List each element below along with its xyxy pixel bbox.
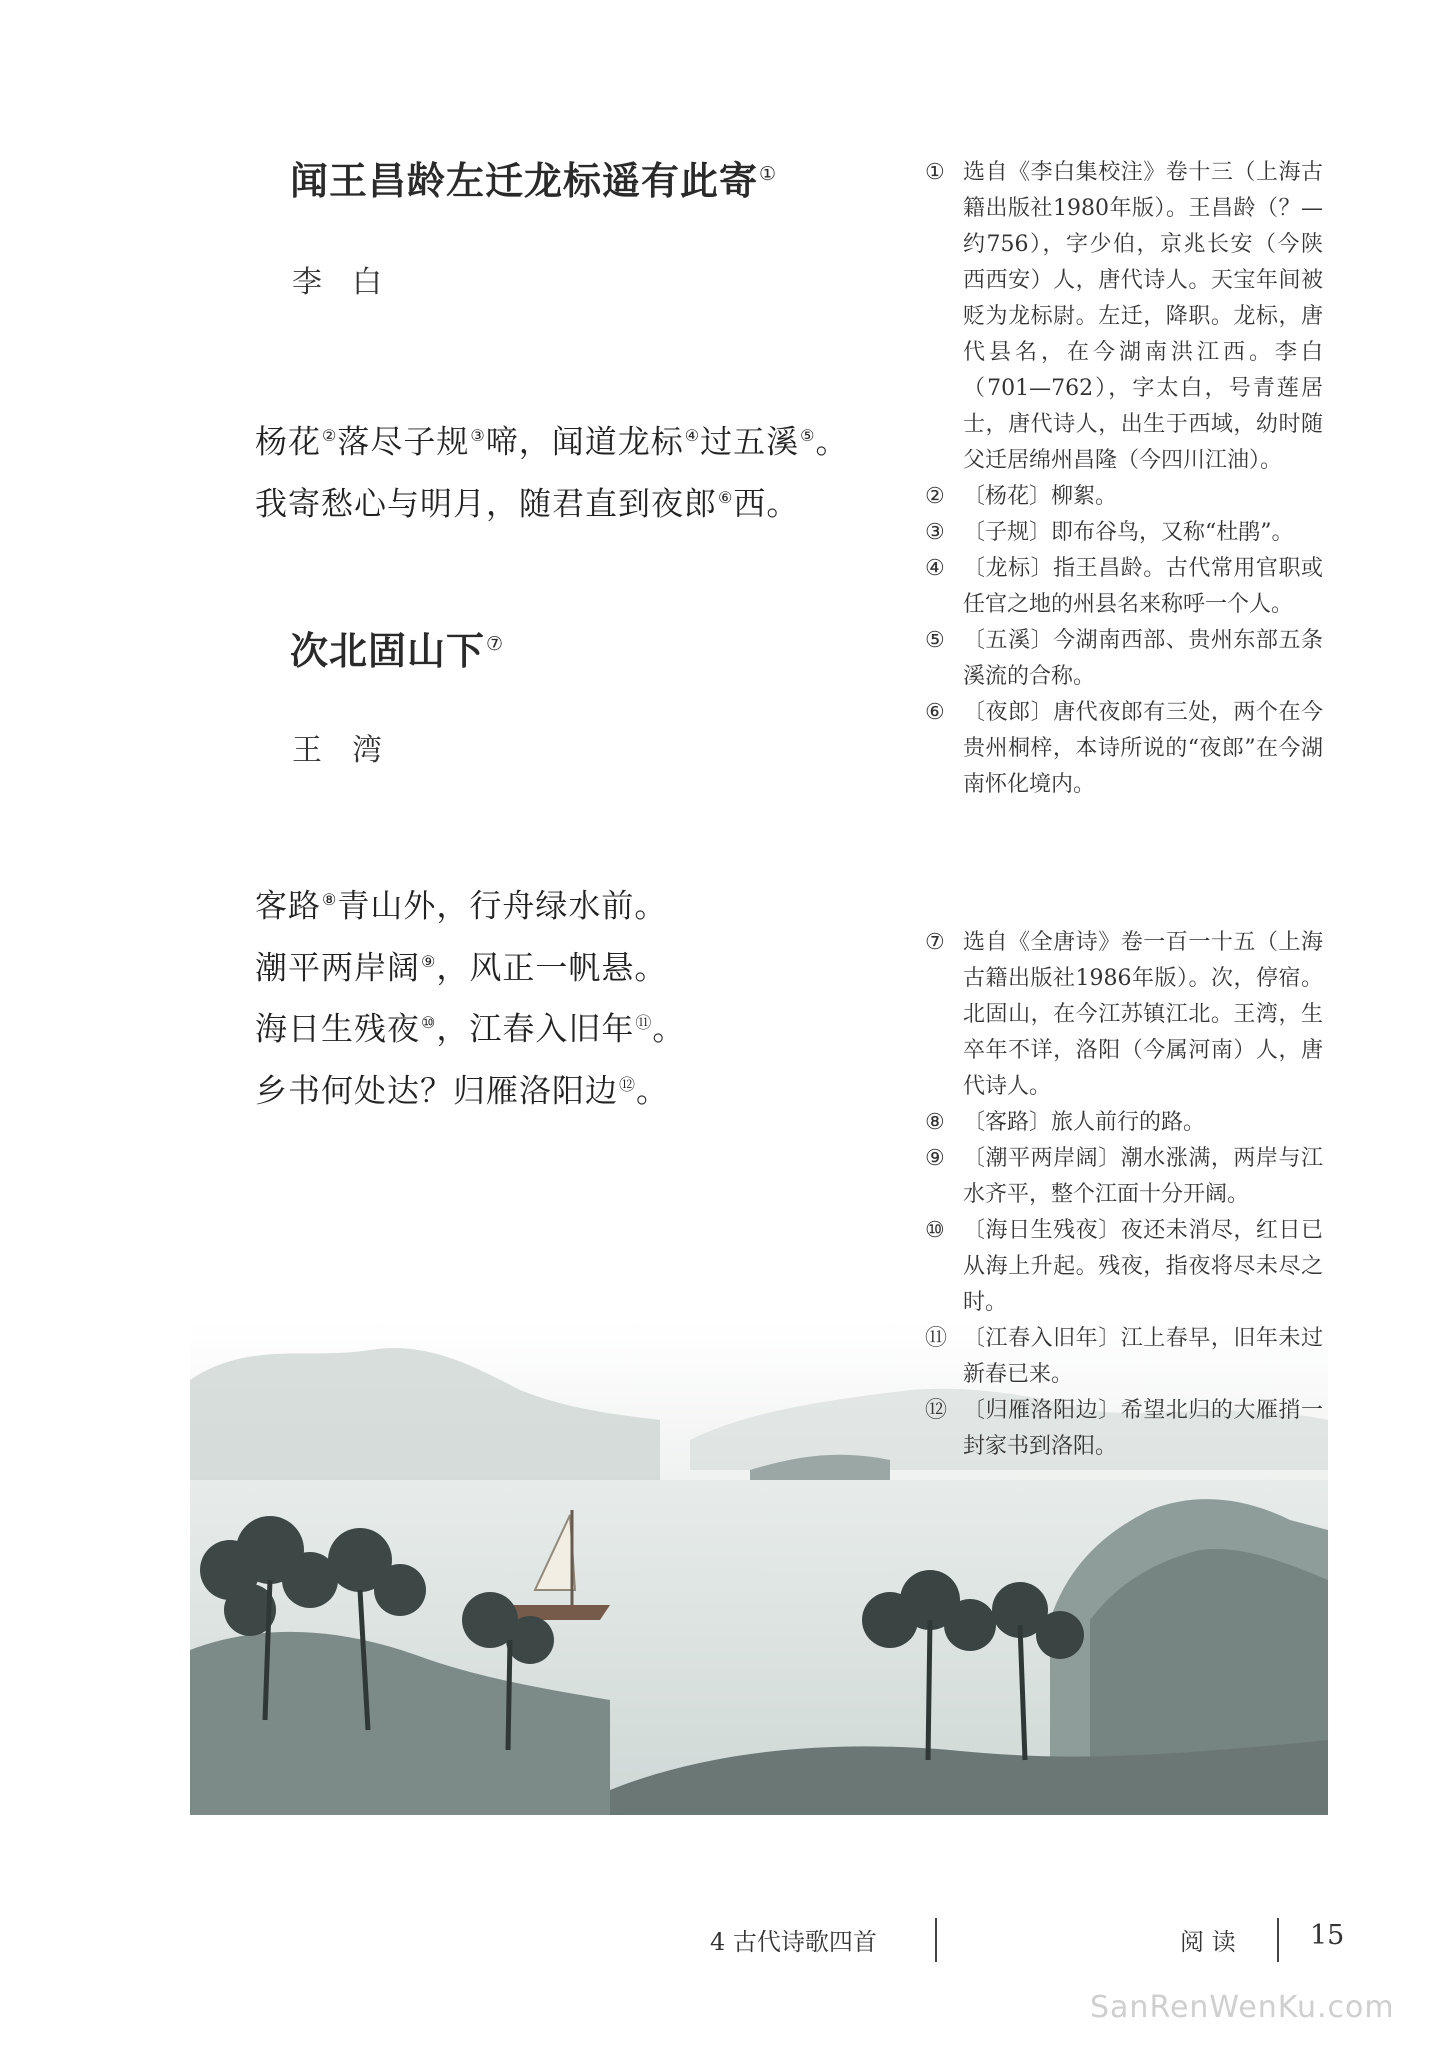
poem1-body xyxy=(255,408,848,531)
footer-divider xyxy=(935,1918,937,1962)
poem-text: 。 xyxy=(636,1071,670,1110)
poem-text: ，江春入旧年 xyxy=(436,1009,635,1048)
note-ref: ⑩ xyxy=(421,1013,437,1033)
note-ref: ⑨ xyxy=(421,951,437,971)
note-ref: ⑥ xyxy=(718,487,734,507)
note-ref: ④ xyxy=(684,426,701,445)
footer-divider xyxy=(1277,1918,1279,1962)
poem-text: 。 xyxy=(815,422,849,461)
note-item: ③ 〔子规〕即布谷鸟，又称“杜鹃”。 xyxy=(925,520,1294,545)
footer-chapter: 4 古代诗歌四首 xyxy=(710,1928,877,1956)
watermark: SanRenWenKu.com xyxy=(1090,1990,1395,2025)
poem2-author: 王湾 xyxy=(292,733,412,768)
notes-group-1 xyxy=(925,155,1323,803)
note-ref: ⑤ xyxy=(800,426,816,445)
poem-text: 啼，闻道龙标 xyxy=(485,422,684,461)
poem-text: 潮平两岸阔 xyxy=(255,948,421,987)
poem1-title: 闻王昌龄左迁龙标遥有此寄① xyxy=(290,158,778,203)
poem1-line-1 xyxy=(255,408,848,470)
note-ref: ② xyxy=(322,426,338,445)
poem1-title-ref: ① xyxy=(759,163,778,186)
poem-text: 落尽子规 xyxy=(337,422,470,461)
note-item: ⑪ 〔江春入旧年〕江上春早，旧年未过新春已来。 xyxy=(925,1326,1323,1387)
note-item: ⑩ 〔海日生残夜〕夜还未消尽，红日已从海上升起。残夜，指夜将尽未尽之时。 xyxy=(925,1218,1323,1315)
poem-text: 杨花 xyxy=(255,422,322,461)
note-ref: ③ xyxy=(470,426,486,445)
poem-text: ，风正一帆悬。 xyxy=(436,948,668,987)
poem-text: 。 xyxy=(652,1009,686,1048)
note-ref: ⑪ xyxy=(635,1013,653,1033)
note-item: ④ 〔龙标〕指王昌龄。古代常用官职或任官之地的州县名来称呼一个人。 xyxy=(925,556,1323,617)
poem2-body xyxy=(255,872,685,1119)
note-item: ② 〔杨花〕柳絮。 xyxy=(925,484,1118,509)
note-item: ① 选自《李白集校注》卷十三（上海古籍出版社1980年版）。王昌龄（？—约756），字少伯，京兆长安（今陕西西安）人，唐代诗人。天宝年间被贬为龙标尉。左迁，降职。龙标，唐代县名，在今湖南洪江西。李白（701—762），字太白，号青莲居士，唐代诗人，出生于西域，幼时随父迁居绵州昌隆（今四川江油）。 xyxy=(925,160,1323,473)
poem2-line-2 xyxy=(255,934,685,996)
poem-text: 客路 xyxy=(255,886,322,925)
note-item: ⑦ 选自《全唐诗》卷一百一十五（上海古籍出版社1986年版）。次，停宿。北固山，在今江苏镇江北。王湾，生卒年不详，洛阳（今属河南）人，唐代诗人。 xyxy=(925,930,1323,1099)
note-item: ⑧ 〔客路〕旅人前行的路。 xyxy=(925,1110,1206,1135)
poem1-line-2 xyxy=(255,470,848,532)
poem2-line-4 xyxy=(255,1057,685,1119)
note-item: ⑥ 〔夜郎〕唐代夜郎有三处，两个在今贵州桐梓，本诗所说的“夜郎”在今湖南怀化境内。 xyxy=(925,700,1323,797)
note-ref: ⑫ xyxy=(619,1074,637,1094)
poem-text: 青山外，行舟绿水前。 xyxy=(337,886,668,925)
page-number: 15 xyxy=(1310,1920,1345,1951)
footer-section: 阅 读 xyxy=(1180,1928,1236,1956)
note-item: ⑤ 〔五溪〕今湖南西部、贵州东部五条溪流的合称。 xyxy=(925,628,1323,689)
poem2-line-3 xyxy=(255,995,685,1057)
notes-group-2 xyxy=(925,925,1323,1465)
poem-text: 过五溪 xyxy=(700,422,800,461)
poem2-title-ref: ⑦ xyxy=(486,633,505,656)
poem2-line-1 xyxy=(255,872,685,934)
poem-text: 西。 xyxy=(733,484,800,523)
note-ref: ⑧ xyxy=(322,890,338,909)
note-item: ⑫ 〔归雁洛阳边〕希望北归的大雁捎一封家书到洛阳。 xyxy=(925,1398,1323,1459)
note-item: ⑨ 〔潮平两岸阔〕潮水涨满，两岸与江水齐平，整个江面十分开阔。 xyxy=(925,1146,1323,1207)
poem2-title: 次北固山下⑦ xyxy=(290,628,505,673)
poem1-author: 李白 xyxy=(292,265,412,300)
poem-text: 海日生残夜 xyxy=(255,1009,421,1048)
poem-text: 乡书何处达？归雁洛阳边 xyxy=(255,1071,619,1110)
poem-text: 我寄愁心与明月，随君直到夜郎 xyxy=(255,484,718,523)
